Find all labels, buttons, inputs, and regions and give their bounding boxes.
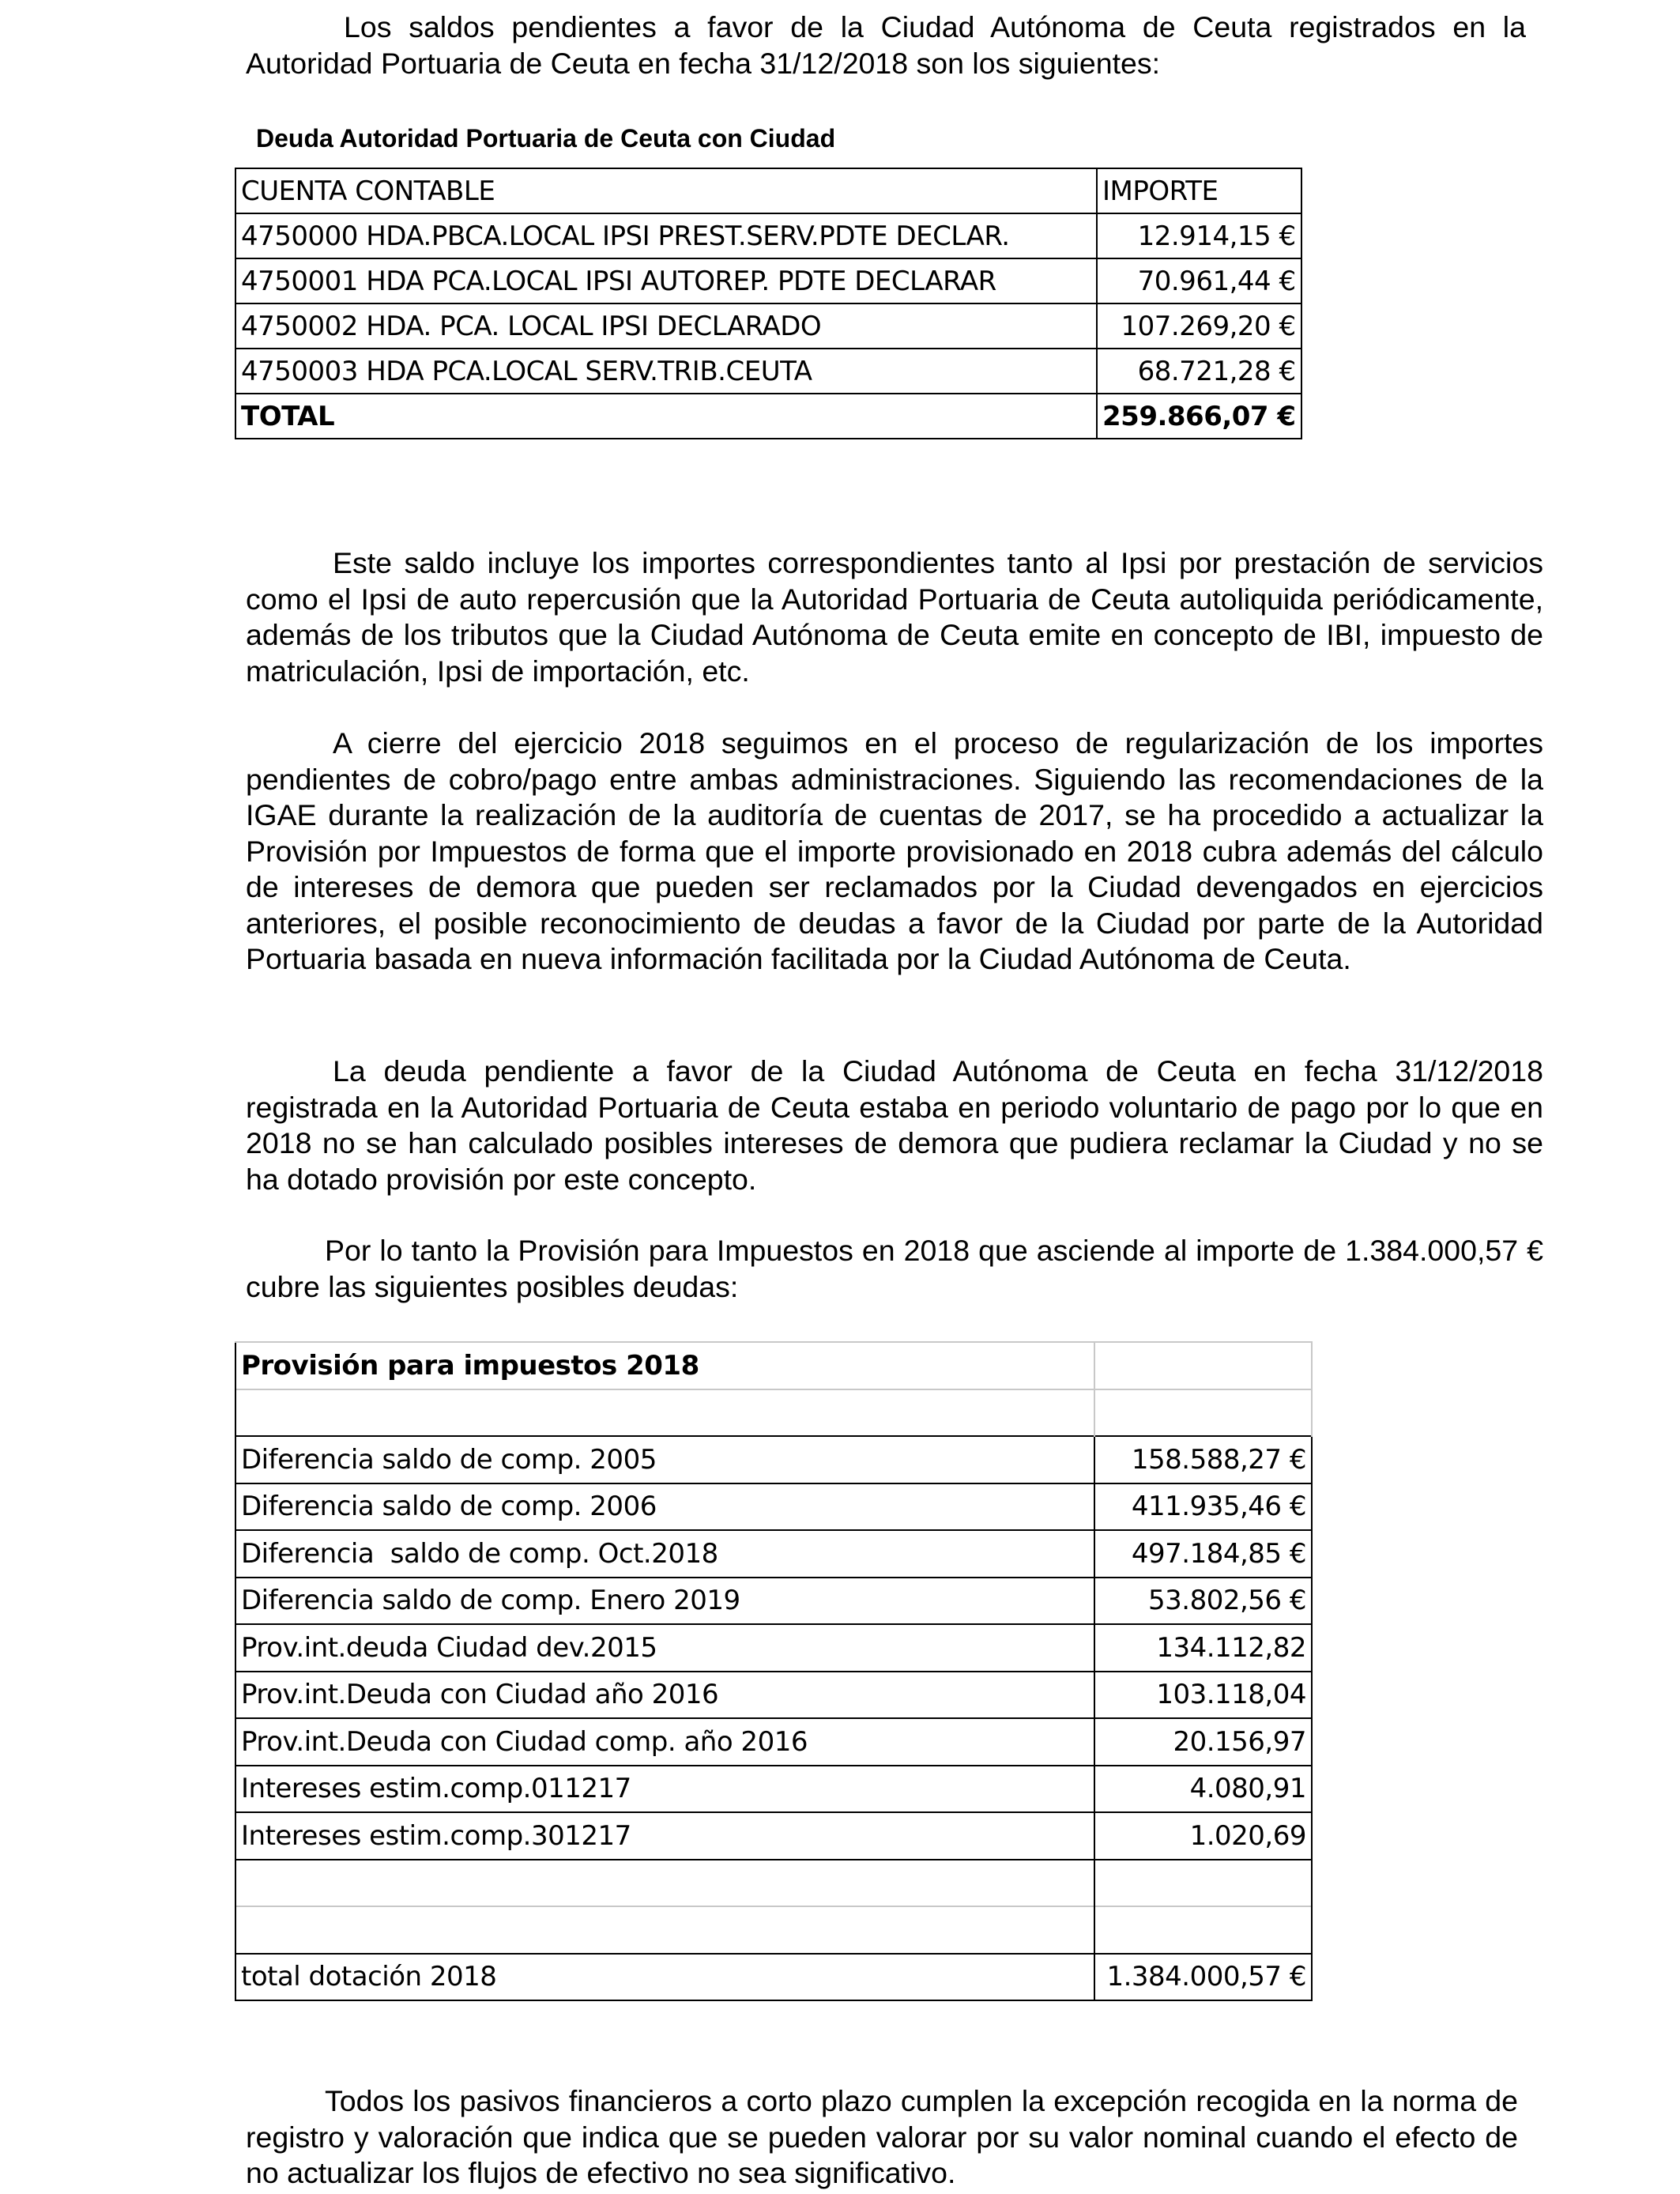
amount-cell: 1.020,69 — [1094, 1812, 1312, 1860]
paragraph-4: Por lo tanto la Provisión para Impuestos en 2018 que asciende al importe de 1.384.000,57 € cubre las siguientes posibles deudas: — [246, 1234, 1543, 1303]
amount-cell: 411.935,46 € — [1094, 1483, 1312, 1531]
concept-cell: Diferencia saldo de comp. Enero 2019 — [235, 1578, 1094, 1625]
blank-row — [235, 1906, 1312, 1954]
closing-paragraph: Todos los pasivos financieros a corto plazo cumplen la excepción recogida en la norma de registro y valoración que indica que se pueden valorar por su valor nominal cuando el efecto de no actualizar los flujos de efectivo no sea significativo. — [246, 2084, 1518, 2189]
debt-table — [235, 168, 1302, 439]
amount-cell: 12.914,15 € — [1097, 213, 1301, 258]
concept-cell: Prov.int.deuda Ciudad dev.2015 — [235, 1624, 1094, 1672]
table-row — [235, 1624, 1312, 1672]
empty-cell — [235, 1389, 1094, 1437]
table-row — [235, 1436, 1312, 1483]
amount-cell: 4.080,91 — [1094, 1766, 1312, 1813]
paragraph-1: Este saldo incluye los importes correspondientes tanto al Ipsi por prestación de servicios como el Ipsi de auto repercusión que la Autoridad Portuaria de Ceuta autoliquida periódicamente, además de los tributos que la Ciudad Autónoma de Ceuta emite en concepto de IBI, impuesto de matriculación, Ipsi de importación, etc. — [246, 546, 1543, 688]
header-account: CUENTA CONTABLE — [235, 168, 1097, 213]
table-header-row — [235, 168, 1301, 213]
empty-cell — [1094, 1906, 1312, 1954]
intro-paragraph: Los saldos pendientes a favor de la Ciudad Autónoma de Ceuta registrados en la Autoridad Portuaria de Ceuta en fecha 31/12/2018 son los siguientes: — [246, 10, 1526, 80]
total-label: total dotación 2018 — [235, 1954, 1094, 2001]
provision-table-title: Provisión para impuestos 2018 — [235, 1342, 1094, 1389]
total-row — [235, 1954, 1312, 2001]
total-row — [235, 394, 1301, 439]
account-cell: 4750002 HDA. PCA. LOCAL IPSI DECLARADO — [235, 303, 1097, 349]
table-row — [235, 1766, 1312, 1813]
table-row — [235, 1718, 1312, 1766]
concept-cell: Intereses estim.comp.011217 — [235, 1766, 1094, 1813]
header-amount: IMPORTE — [1097, 168, 1301, 213]
debt-table-title: Deuda Autoridad Portuaria de Ceuta con Ciudad — [256, 124, 836, 153]
paragraph-2: A cierre del ejercicio 2018 seguimos en el proceso de regularización de los importes pendientes de cobro/pago entre ambas administraciones. Siguiendo las recomendaciones de la IGAE durante la realización de la auditoría de cuentas de 2017, se ha procedido a actualizar la Provisión por Impuestos de forma que el importe provisionado en 2018 cubra además del cálculo de intereses de demora que pueden ser reclamados por la Ciudad devengados en ejercicios anteriores, el posible reconocimiento de deudas a favor de la Ciudad por parte de la Autoridad Portuaria basada en nueva información facilitada por la Ciudad Autónoma de Ceuta. — [246, 726, 1543, 975]
concept-cell: Diferencia saldo de comp. 2005 — [235, 1436, 1094, 1483]
total-amount: 259.866,07 € — [1097, 394, 1301, 439]
amount-cell: 53.802,56 € — [1094, 1578, 1312, 1625]
account-cell: 4750001 HDA PCA.LOCAL IPSI AUTOREP. PDTE DECLARAR — [235, 258, 1097, 303]
account-cell: 4750003 HDA PCA.LOCAL SERV.TRIB.CEUTA — [235, 349, 1097, 394]
empty-cell — [1094, 1342, 1312, 1389]
concept-cell: Diferencia saldo de comp. 2006 — [235, 1483, 1094, 1531]
empty-cell — [235, 1906, 1094, 1954]
amount-cell: 497.184,85 € — [1094, 1530, 1312, 1578]
empty-cell — [1094, 1389, 1312, 1437]
table-row — [235, 1578, 1312, 1625]
total-label: TOTAL — [235, 394, 1097, 439]
table-row — [235, 1812, 1312, 1860]
concept-cell: Prov.int.Deuda con Ciudad año 2016 — [235, 1672, 1094, 1719]
paragraph-3: La deuda pendiente a favor de la Ciudad Autónoma de Ceuta en fecha 31/12/2018 registrada en la Autoridad Portuaria de Ceuta estaba en periodo voluntario de pago por lo que en 2018 no se han calculado posibles intereses de demora que pudiera reclamar la Ciudad y no se ha dotado provisión por este concepto. — [246, 1054, 1543, 1196]
table-row — [235, 349, 1301, 394]
amount-cell: 68.721,28 € — [1097, 349, 1301, 394]
blank-row — [235, 1389, 1312, 1437]
concept-cell: Diferencia saldo de comp. Oct.2018 — [235, 1530, 1094, 1578]
amount-cell: 20.156,97 — [1094, 1718, 1312, 1766]
total-amount: 1.384.000,57 € — [1094, 1954, 1312, 2001]
amount-cell: 103.118,04 — [1094, 1672, 1312, 1719]
amount-cell: 107.269,20 € — [1097, 303, 1301, 349]
empty-cell — [235, 1860, 1094, 1907]
table-row — [235, 303, 1301, 349]
concept-cell: Prov.int.Deuda con Ciudad comp. año 2016 — [235, 1718, 1094, 1766]
concept-cell: Intereses estim.comp.301217 — [235, 1812, 1094, 1860]
amount-cell: 134.112,82 — [1094, 1624, 1312, 1672]
table-row — [235, 213, 1301, 258]
table-row — [235, 1530, 1312, 1578]
empty-cell — [1094, 1860, 1312, 1907]
table-row — [235, 258, 1301, 303]
account-cell: 4750000 HDA.PBCA.LOCAL IPSI PREST.SERV.PDTE DECLAR. — [235, 213, 1097, 258]
table-row — [235, 1672, 1312, 1719]
table-row — [235, 1483, 1312, 1531]
amount-cell: 70.961,44 € — [1097, 258, 1301, 303]
provision-table — [235, 1341, 1313, 2001]
blank-row — [235, 1860, 1312, 1907]
provision-title-row — [235, 1342, 1312, 1389]
amount-cell: 158.588,27 € — [1094, 1436, 1312, 1483]
